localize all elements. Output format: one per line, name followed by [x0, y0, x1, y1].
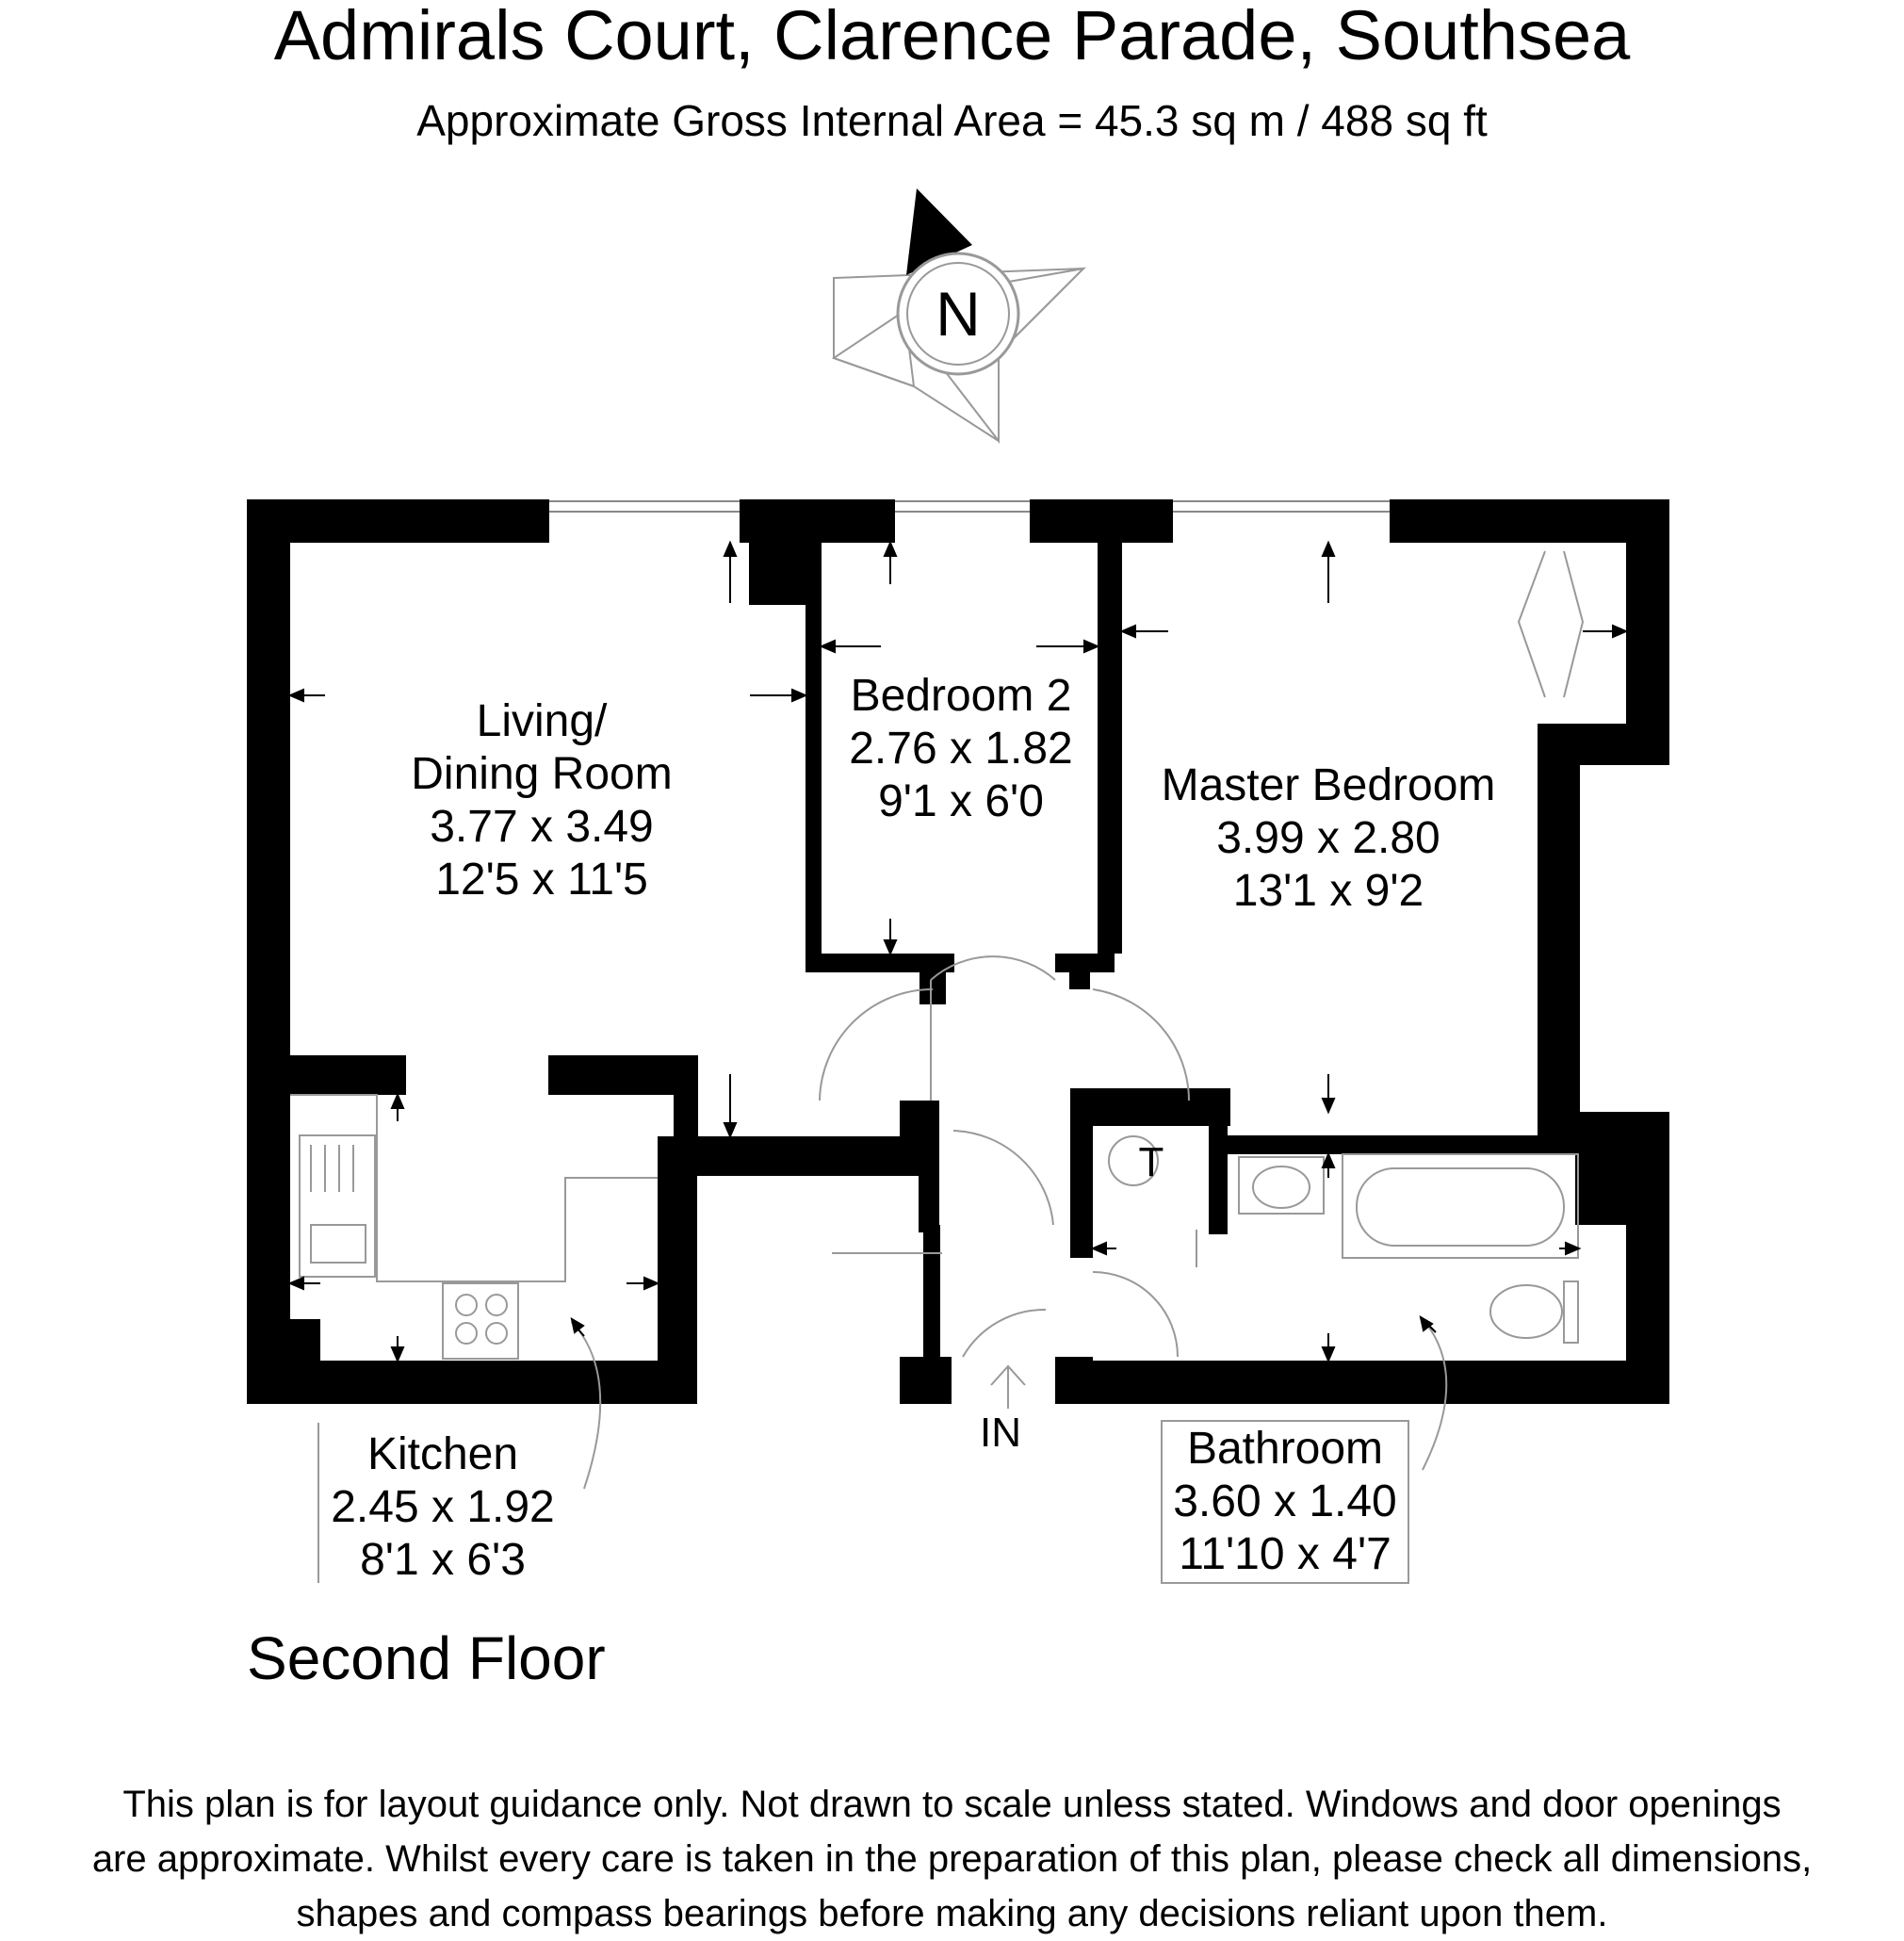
bedroom2-label — [829, 670, 1093, 828]
bathroom-fittings — [1109, 1136, 1578, 1343]
kitchen-name: Kitchen — [366, 1429, 519, 1479]
master-bedroom-name: Master Bedroom — [1161, 760, 1496, 810]
kitchen-imperial: 8'1 x 6'3 — [360, 1535, 526, 1585]
toilet-icon — [1490, 1285, 1562, 1338]
bathroom-label — [1164, 1423, 1406, 1581]
living-room-name-line1: Living/ — [476, 696, 608, 746]
toilet-cistern-icon — [1564, 1281, 1578, 1343]
disclaimer-line1: This plan is for layout guidance only. Not drawn to scale unless stated. Windows and door openings — [122, 1784, 1782, 1825]
master-bedroom-metric: 3.99 x 2.80 — [1216, 813, 1440, 863]
kitchen-label — [311, 1428, 575, 1587]
windows — [549, 501, 1390, 512]
bathroom-metric: 3.60 x 1.40 — [1173, 1476, 1397, 1526]
kitchen-fittings — [290, 1095, 658, 1359]
bedroom2-imperial: 9'1 x 6'0 — [878, 776, 1044, 826]
living-room-metric: 3.77 x 3.49 — [430, 802, 654, 852]
disclaimer — [0, 1777, 1904, 1941]
plan-title: Admirals Court, Clarence Parade, Southsea — [273, 0, 1631, 74]
master-bedroom-imperial: 13'1 x 9'2 — [1232, 866, 1424, 916]
entrance-label: IN — [980, 1410, 1021, 1456]
bedroom2-name: Bedroom 2 — [850, 671, 1072, 721]
compass-north-label: N — [936, 279, 981, 349]
gross-area-text: Approximate Gross Internal Area = 45.3 sq m / 488 sq ft — [416, 96, 1488, 145]
kitchen-metric: 2.45 x 1.92 — [331, 1482, 555, 1532]
cupboard-label: T — [1138, 1139, 1164, 1185]
living-room-name-line2: Dining Room — [411, 749, 673, 799]
bedroom2-metric: 2.76 x 1.82 — [849, 724, 1073, 774]
disclaimer-line2: are approximate. Whilst every care is taken in the preparation of this plan, please check all dimensions, — [91, 1838, 1813, 1880]
living-room-label — [396, 695, 688, 906]
master-bedroom-label — [1140, 759, 1517, 918]
bathroom-name: Bathroom — [1186, 1424, 1384, 1474]
entrance-arrow-icon — [991, 1366, 1025, 1409]
dimension-arrows — [290, 543, 1626, 1361]
disclaimer-line3: shapes and compass bearings before making any decisions reliant upon them. — [296, 1893, 1608, 1934]
bathroom-imperial: 11'10 x 4'7 — [1179, 1529, 1391, 1579]
living-room-imperial: 12'5 x 11'5 — [435, 855, 648, 905]
floor-name: Second Floor — [247, 1624, 606, 1692]
hob-icon — [443, 1283, 518, 1359]
walls — [247, 499, 1669, 1404]
